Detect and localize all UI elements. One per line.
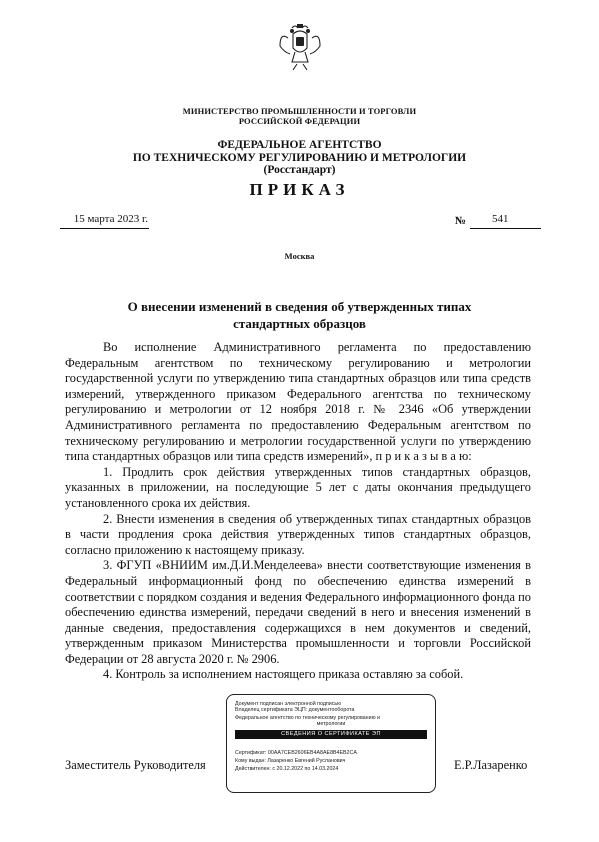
electronic-signature-stamp [226, 694, 436, 793]
ministry-name: МИНИСТЕРСТВО ПРОМЫШЛЕННОСТИ И ТОРГОВЛИ РОССИЙСКОЙ ФЕДЕРАЦИИ [182, 106, 417, 126]
order-body [65, 340, 531, 683]
order-number: 541 [492, 213, 509, 225]
coat-of-arms-emblem [278, 22, 322, 72]
number-sign: № [455, 215, 467, 227]
stamp-line-1: Документ подписан электронной подписью [235, 701, 342, 707]
order-subject: О внесении изменений в сведения об утвержденных типах стандартных образцов [127, 299, 472, 331]
order-date: 15 марта 2023 г. [73, 213, 148, 225]
item-4-paragraph: 4. Контроль за исполнением настоящего приказа оставляю за собой. [103, 667, 464, 682]
stamp-line-3: Федеральное агентство по техническому регулированию и [235, 715, 380, 721]
stamp-serial: Сертификат: 00AA7CEB2606EB4A8AE8B4EB2CA [235, 750, 357, 756]
number-underline [470, 228, 541, 229]
signatory-position: Заместитель Руководителя [65, 758, 206, 772]
agency-name: ФЕДЕРАЛЬНОЕ АГЕНТСТВО ПО ТЕХНИЧЕСКОМУ РЕГУЛИРОВАНИЮ И МЕТРОЛОГИИ (Росстандарт) [132, 139, 467, 176]
stamp-certificate-band: СВЕДЕНИЯ О СЕРТИФИКАТЕ ЭП [235, 730, 427, 739]
stamp-line-2: Владелец сертификата ЭЦП: документооборота [235, 707, 355, 713]
stamp-validity: Действителен: с 20.12.2022 по 14.03.2024 [235, 766, 339, 772]
item-1-paragraph: 1. Продлить срок действия утвержденных типов стандартных образцов, указанных в приложении, на последующие 5 лет с даты окончания предыдущего установленного срока их действия. [65, 464, 531, 510]
intro-paragraph: Во исполнение Административного регламента по предоставлению Федеральным агентством по техническому регулированию и метрологии государственной услуги по утверждению типа стандартных образцов или типа средств измерений, утвержденного приказом Федерального агентства по техническому регулированию и метрологии от 12 ноября 2018 г. № 2346 «Об утверждении Административного регламента по предоставлению Федеральным агентством по техническому регулированию и метрологии государственной услуги по утверждению типа стандартных образцов или типа средств измерений», п р и к а з ы в а ю: [65, 340, 531, 464]
item-2-paragraph: 2. Внести изменения в сведения об утвержденных типах стандартных образцов в части продления срока действия утвержденных типов стандартных образцов, согласно приложению к настоящему приказу. [65, 511, 531, 557]
city: Москва [284, 251, 315, 261]
order-title: ПРИКАЗ [249, 180, 350, 199]
item-3-paragraph: 3. ФГУП «ВНИИМ им.Д.И.Менделеева» внести соответствующие изменения в Федеральный информационный фонд по обеспечению единства измерений в соответствии с порядком создания и ведения Федерального информационного фонда по обеспечению единства измерений, передачи сведений в него и внесения изменений в данные сведения, предоставления содержащихся в нем документов и сведений, утвержденным приказом Министерства промышленности и торговли Российской Федерации от 28 августа 2020 г. № 2906. [65, 558, 531, 666]
stamp-owner: Кому выдан: Лазаренко Евгений Русланович [235, 758, 346, 764]
stamp-line-4: метрологии [316, 721, 346, 727]
date-underline [60, 228, 149, 229]
signatory-name: Е.Р.Лазаренко [454, 758, 528, 772]
